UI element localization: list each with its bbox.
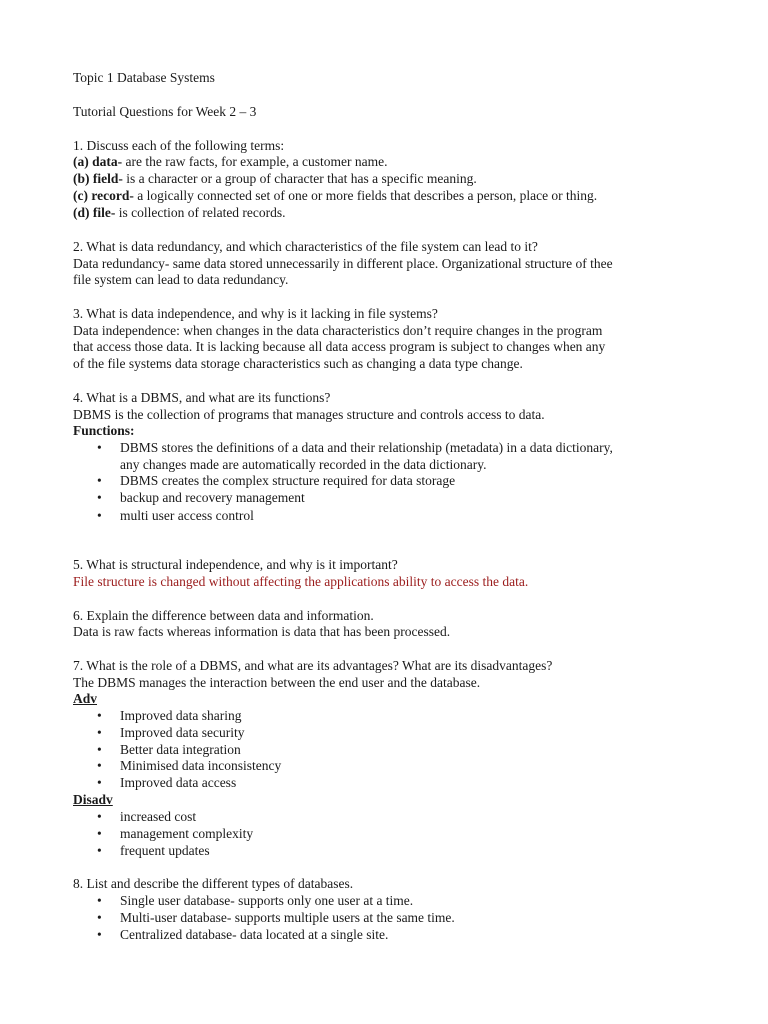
answer-2-line-2: file system can lead to data redundancy.	[73, 272, 289, 287]
bullet-icon: •	[97, 440, 102, 455]
answer-6: Data is raw facts whereas information is data that has been processed.	[73, 624, 451, 639]
bullet-icon: •	[97, 826, 102, 841]
bullet-icon: •	[97, 910, 102, 925]
advantage-item: Improved data sharing	[120, 708, 242, 723]
document-subtitle: Tutorial Questions for Week 2 – 3	[73, 104, 257, 119]
advantage-item: Improved data security	[120, 725, 245, 740]
question-5: 5. What is structural independence, and why is it important?	[73, 557, 398, 572]
advantage-item: Minimised data inconsistency	[120, 758, 282, 773]
disadvantage-item: increased cost	[120, 809, 197, 824]
bullet-icon: •	[97, 490, 102, 505]
bullet-icon: •	[97, 843, 102, 858]
term-file	[73, 204, 286, 221]
term-label: (b) field-	[73, 171, 123, 186]
functions-heading	[73, 422, 135, 439]
question-8: 8. List and describe the different types of databases.	[73, 876, 354, 891]
bullet-icon: •	[97, 508, 102, 523]
disadvantage-item: frequent updates	[120, 843, 210, 858]
bullet-icon: •	[97, 893, 102, 908]
term-definition: are the raw facts, for example, a customer name.	[122, 154, 388, 169]
question-1: 1. Discuss each of the following terms:	[73, 138, 285, 153]
answer-3-line-1: Data independence: when changes in the data characteristics don’t require changes in the program	[73, 323, 603, 338]
bullet-icon: •	[97, 775, 102, 790]
disadvantage-item: management complexity	[120, 826, 254, 841]
term-label: (d) file-	[73, 205, 116, 220]
term-label: (c) record-	[73, 188, 134, 203]
term-data	[73, 153, 388, 170]
bullet-icon: •	[97, 742, 102, 757]
answer-4: DBMS is the collection of programs that manages structure and controls access to data.	[73, 407, 545, 422]
bullet-icon: •	[97, 758, 102, 773]
term-definition: a logically connected set of one or more fields that describes a person, place or thing.	[133, 188, 598, 203]
functions-label: Functions:	[73, 423, 135, 438]
bullet-icon: •	[97, 725, 102, 740]
term-record	[73, 187, 597, 204]
function-item: DBMS stores the definitions of a data and their relationship (metadata) in a data dictionary,	[120, 440, 613, 455]
disadvantages-heading	[73, 791, 113, 808]
question-7: 7. What is the role of a DBMS, and what are its advantages? What are its disadvantages?	[73, 658, 553, 673]
term-field	[73, 170, 477, 187]
answer-3-line-2: that access those data. It is lacking because all data access program is subject to changes when any	[73, 339, 606, 354]
term-definition: is a character or a group of character that has a specific meaning.	[122, 171, 477, 186]
answer-7: The DBMS manages the interaction between the end user and the database.	[73, 675, 481, 690]
term-definition: is collection of related records.	[115, 205, 286, 220]
question-2: 2. What is data redundancy, and which characteristics of the file system can lead to it?	[73, 239, 538, 254]
answer-5: File structure is changed without affecting the applications ability to access the data.	[73, 574, 529, 589]
function-item: multi user access control	[120, 508, 254, 523]
disadv-label: Disadv	[73, 792, 113, 807]
function-item-continued: any changes made are automatically recorded in the data dictionary.	[120, 457, 487, 472]
bullet-icon: •	[97, 708, 102, 723]
database-type-item: Single user database- supports only one user at a time.	[120, 893, 414, 908]
adv-label: Adv	[73, 691, 98, 706]
database-type-item: Multi-user database- supports multiple users at the same time.	[120, 910, 455, 925]
bullet-icon: •	[97, 809, 102, 824]
function-item: backup and recovery management	[120, 490, 305, 505]
advantages-heading	[73, 690, 97, 707]
advantage-item: Improved data access	[120, 775, 237, 790]
advantage-item: Better data integration	[120, 742, 241, 757]
question-6: 6. Explain the difference between data and information.	[73, 608, 374, 623]
bullet-icon: •	[97, 473, 102, 488]
database-type-item: Centralized database- data located at a single site.	[120, 927, 389, 942]
document-title: Topic 1 Database Systems	[73, 70, 215, 85]
function-item: DBMS creates the complex structure required for data storage	[120, 473, 456, 488]
bullet-icon: •	[97, 927, 102, 942]
question-3: 3. What is data independence, and why is it lacking in file systems?	[73, 306, 438, 321]
term-label: (a) data-	[73, 154, 123, 169]
question-4: 4. What is a DBMS, and what are its functions?	[73, 390, 331, 405]
answer-3-line-3: of the file systems data storage characteristics such as changing a data type change.	[73, 356, 523, 371]
answer-2-line-1: Data redundancy- same data stored unnecessarily in different place. Organizational structure of thee	[73, 256, 613, 271]
